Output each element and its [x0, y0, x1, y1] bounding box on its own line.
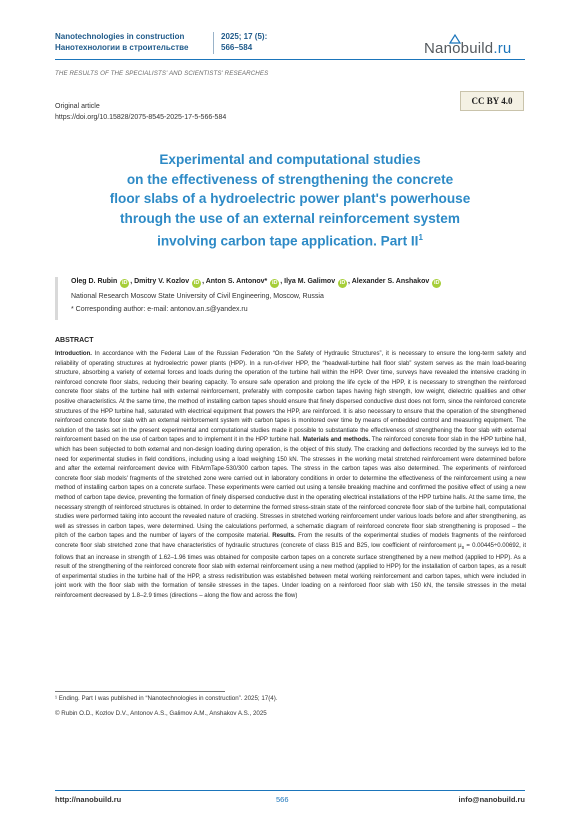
abstract-body	[55, 350, 526, 692]
results-label: Results.	[272, 533, 296, 540]
orcid-icon[interactable]: iD	[193, 280, 200, 286]
journal-name-en: Nanotechnologies in construction	[55, 32, 185, 41]
orcid-icon[interactable]: iD	[271, 280, 278, 286]
copyright-note: © Rubin O.D., Kozlov D.V., Antonov A.S., Galimov A.M., Anshakov A.S., 2025	[55, 710, 267, 717]
title-line: through the use of an external reinforcement system	[120, 210, 460, 226]
title-line: floor slabs of a hydroelectric power plant's powerhouse	[109, 191, 471, 206]
results-text-cont: = 0.00445÷0.00692, it follows that an increase in strength of 1.62–1.96 times was obtained for composite carbon tapes on a concrete surface strengthened by a new method (applied to HPP). As a result of the strengthening of the reinforced concrete floor slab with external reinforcement using a new method (applied to HPP) for the installation of carbon tapes, as a result of experimental studies in the turbine hall of the HPP, a stress redistribution was established between metal working reinforcement and carbon tapes, which were included in joint work with the floor slab with the formation of tensile stresses in the tapes. Under loading on a reinforced floor slab with 150 kN, the tensile stresses in the metal reinforcement decreased by 1.8–2.9 times (directions – along the flow and across the flow)	[55, 542, 526, 600]
title-line: involving carbon tape application. Part $II^1$	[157, 233, 423, 249]
header-rule	[55, 59, 525, 60]
footer-email-link[interactable]: info@nanobuild.ru	[458, 795, 525, 804]
article-title	[70, 150, 510, 251]
abstract-heading: ABSTRACT	[55, 337, 94, 344]
author-name[interactable]: Oleg D. Rubin	[71, 278, 118, 285]
footnote-1: ¹ Ending. Part I was published in “Nanotechnologies in construction”. 2025; 17(4).	[55, 695, 278, 702]
author-name[interactable]: Ilya M. Galimov	[284, 278, 336, 285]
title-line: Experimental and computational studies	[159, 152, 421, 167]
methods-text: The reinforced concrete floor slab in the HPP turbine hall, which has been subjected to both external and non-design loading during operation, is the object of this study. The cracking and deflections recorded by the surveys led to the need for experimental studies in field conditions, including using a load weighing 150 kN. The stresses in the working metal stretched reinforcement were determined before and after the external reinforcement device with FibArmTape-530/300 carbon tapes. The stress in the carbon tapes was also determined. The experiments of reinforced concrete floor slab models' fragments of the stretched zone were carried out in laboratory conditions in order to determine the effectiveness of the reinforcement using a new method of installing carbon tapes on a concrete surface. These experiments were carried out using a tensile breaking machine and confirmed the positive effect of using a new method of carbon tape device, preventing the formation of finely dispersed conductive dust in the operating electrical installations of the HPP turbine halls. At the same time, the necessary strength of reinforced structures is obtained. In order to determine the formed stress-strain state of the reinforced concrete floor slab of the turbine hall, computational studies were performed taking into account the revealed nature of cracking. Stresses in stretched working reinforcement under various loads before and after strengthening, as well as stresses in carbon tapes, were determined. Using the calculations performed, a schematic diagram of reinforced concrete floor slab strengthening is proposed – the pitch of the carbon tapes and the number of layers of the composite material.	[55, 437, 526, 540]
authors-bar	[55, 277, 58, 320]
logo-domain: .ru	[493, 40, 512, 57]
affiliation: National Research Moscow State University of Civil Engineering, Moscow, Russia	[71, 293, 324, 300]
header-divider	[213, 32, 214, 54]
author-list: Oleg D. Rubin iD , Dmitry V. Kozlov iD , Anton S. Antonov* iD , Ilya M. Galimov iD , Alexander S. Anshakov iD	[71, 278, 440, 286]
journal-name-ru: Нанотехнологии в строительстве	[55, 43, 189, 52]
author-name[interactable]: Dmitry V. Kozlov	[134, 278, 190, 285]
issue-pages: 566–584	[221, 43, 253, 52]
orcid-icon[interactable]: iD	[339, 280, 346, 286]
article-type: Original article	[55, 103, 100, 110]
title-line: on the effectiveness of strengthening the concrete	[126, 171, 454, 187]
intro-text: In accordance with the Federal Law of the Russian Federation “On the Safety of Hydraulic Structures”, it is necessary to ensure the long-term safety and reliability of operating structures at hydroelectric power plants (HPP). In a run-of-river HPP, the “headwall-turbine hall floor slab” system serves as the main load-bearing structure, absorbing a variety of external forces and loads during the operation of the turbine hall within the HPP. Over time, surveys have revealed the intensive cracking in reinforced concrete floor slabs, reducing their bearing capacity. To ensure safe operation and prolong the life cycle of the HPP, it is necessary to strengthen the reinforced concrete floor slabs of the turbine hall with external reinforcement, preferably with composite carbon tapes having high strength, low weight, dielectric qualities and other positive characteristics. At the same time, the method of installing carbon tapes should ensure that finely dispersed conductive dust does not form, since the reinforced concrete structures of the HPP turbine hall, saturated with electrical equipment that powers the HPP, are reinforced. It is also necessary to ensure that the operation of the strengthened reinforced concrete floor slab with an external reinforcement system with carbon tapes is monitored over time by means of embedded control and measuring equipment. The solution of the tasks set in the present experimental and computational studies made it possible to substantiate the effectiveness of strengthening the floor slab with external reinforcement based on the use of carbon tapes and to implement it in the HPP turbine hall.	[55, 351, 526, 444]
results-subscript: s	[461, 545, 465, 552]
logo-text: Nanobuild	[424, 40, 494, 57]
section-label: THE RESULTS OF THE SPECIALISTS' AND SCIENTISTS' RESEARCHES	[55, 70, 269, 77]
footnote-rule	[55, 691, 225, 692]
issue-info: 2025; 17 (5):	[221, 32, 268, 41]
doi-link[interactable]: https://doi.org/10.15828/2075-8545-2025-17-5-566-584	[55, 114, 227, 121]
footnote-mark: 1	[418, 233, 423, 242]
results-text: From the results of the experimental studies of models fragments of the reinforced concrete floor slab stretched zone that have characteristics of hydraulic structures (concrete of class B15 and B25, low coefficient of reinforcement μ	[55, 533, 526, 549]
orcid-icon[interactable]: iD	[121, 280, 128, 286]
footer-rule	[55, 790, 525, 791]
footer-website-link[interactable]: http://nanobuild.ru	[55, 795, 122, 804]
author-name[interactable]: Alexander S. Anshakov	[351, 278, 430, 285]
license-badge: CC BY 4.0	[460, 91, 524, 111]
methods-label: Materials and methods.	[302, 437, 371, 444]
intro-label: Introduction.	[55, 351, 92, 357]
orcid-icon[interactable]: iD	[433, 280, 440, 286]
page-number: 566	[276, 795, 289, 804]
author-name[interactable]: Anton S. Antonov*	[205, 278, 268, 285]
corresponding-author: * Corresponding author: e-mail: antonov.an.s@yandex.ru	[71, 306, 248, 313]
